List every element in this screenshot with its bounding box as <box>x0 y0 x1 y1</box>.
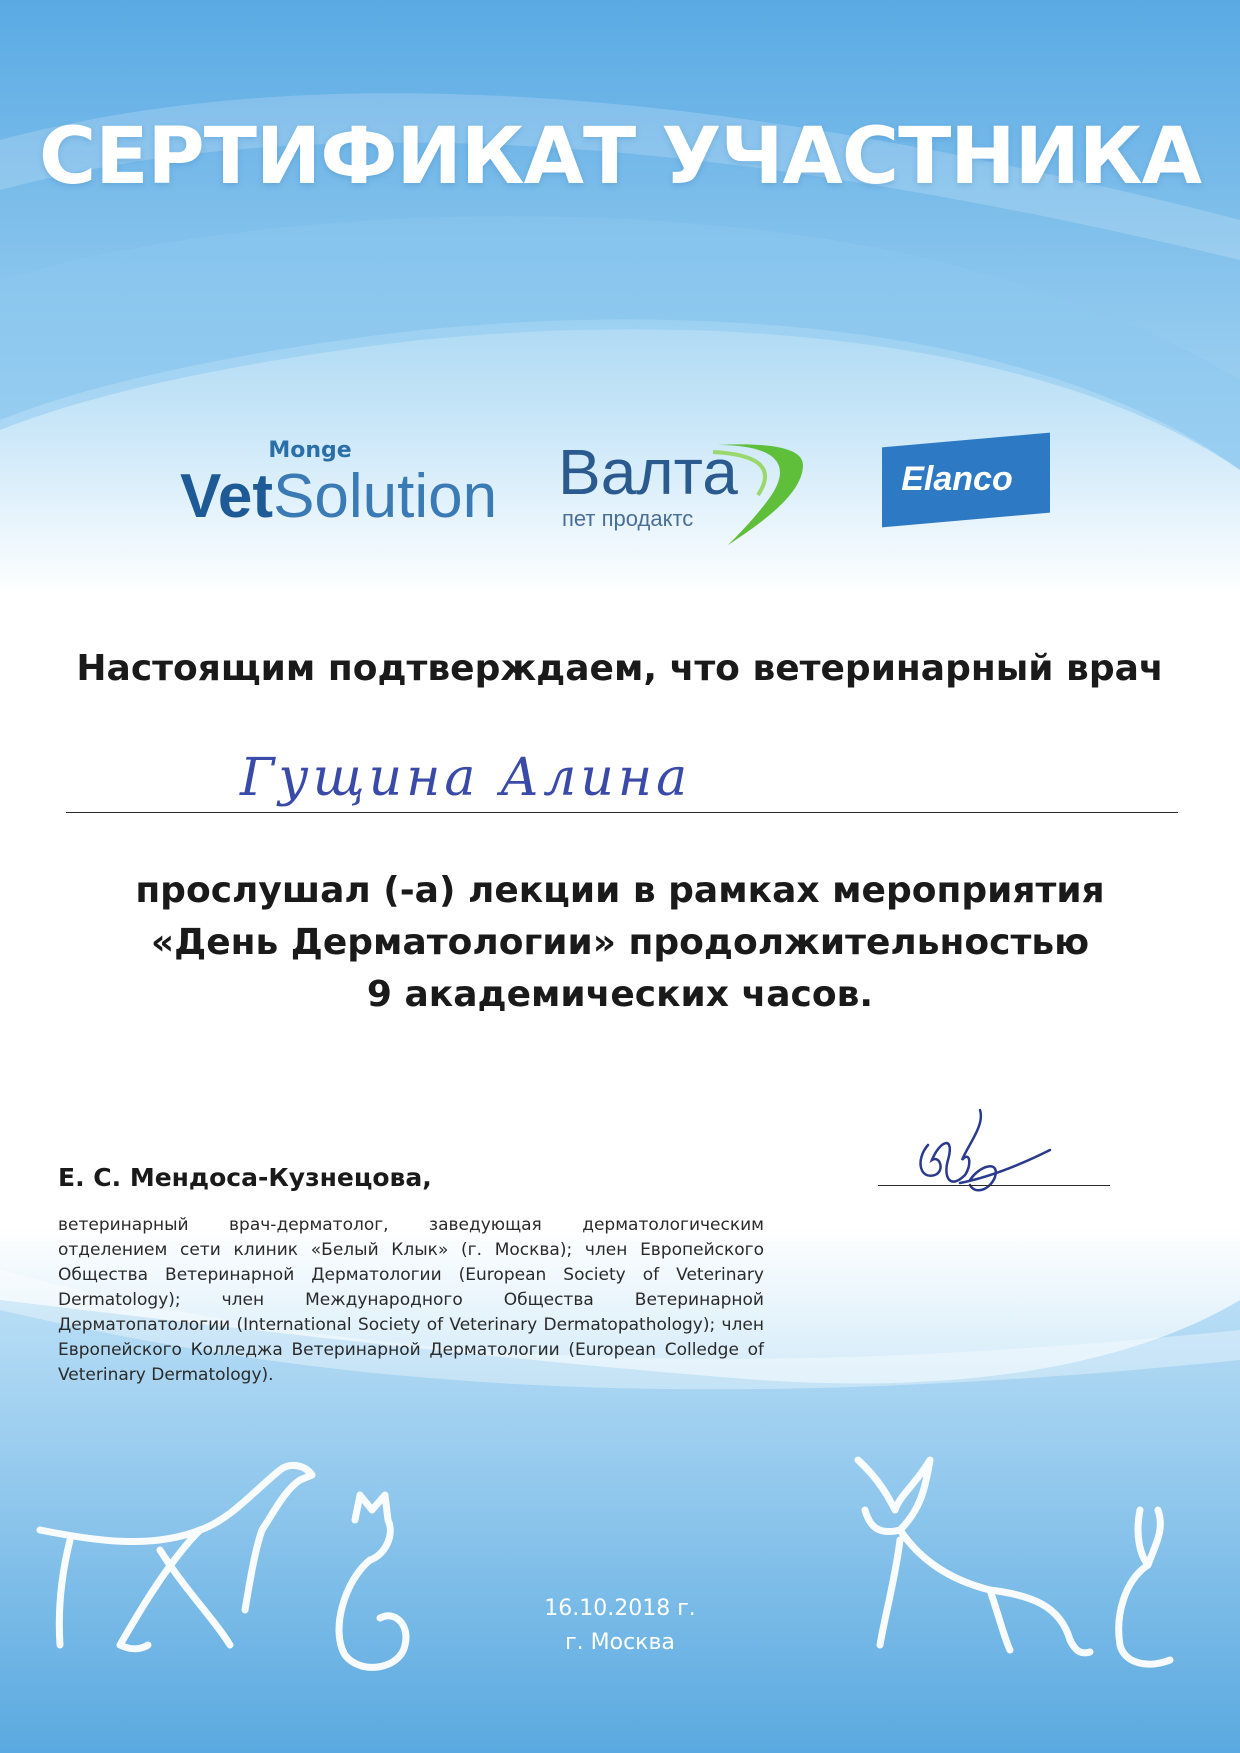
valta-subtitle: пет продактс <box>562 506 694 531</box>
lecture-line: 9 академических часов. <box>366 974 874 1015</box>
signature-line <box>878 1185 1110 1186</box>
elanco-wordmark: Elanco <box>901 460 1013 498</box>
signer-bio: ветеринарный врач-дерматолог, заведующая дерматологическим отделением сети клиник «Белый Клык» (г. Москва); член Европейского Общества Ветеринарной Дерматологии (European Society of Veterinary Dermatology); член Международного Общества Ветеринарной Дерматопатологии (International Society of Veterinary Dermatopathology); член Европейского Колледжа Ветеринарной Дерматологии (European Colledge of Veterinary Dermatology). <box>58 1215 764 1385</box>
cat-icon <box>339 1495 406 1667</box>
elanco-logo <box>882 440 1050 520</box>
participant-name-handwritten: Гущина Алина <box>240 748 692 808</box>
lecture-line: «День Дерматологии» продолжительностью <box>150 922 1090 963</box>
event-date: 16.10.2018 г. <box>544 1596 696 1621</box>
valta-name: Валта <box>558 436 738 508</box>
greyhound-icon <box>40 1465 312 1648</box>
rabbit-icon <box>1119 1510 1170 1664</box>
valta-swoosh-icon <box>708 440 808 550</box>
vetsolution-wordmark <box>180 462 498 531</box>
vetsolution-logo <box>180 438 498 531</box>
vetsolution-bold: Vet <box>180 462 274 531</box>
confirmation-text: Настоящим подтверждаем, что ветеринарный врач <box>76 648 1164 689</box>
chihuahua-icon <box>858 1460 1090 1653</box>
participant-name-line <box>66 812 1178 813</box>
event-city: г. Москва <box>565 1630 675 1655</box>
lecture-statement <box>0 865 1240 1021</box>
certificate-title: СЕРТИФИКАТ УЧАСТНИКА <box>39 112 1201 202</box>
vetsolution-light: Solution <box>273 462 498 531</box>
signer-name: Е. С. Мендоса-Кузнецова, <box>58 1163 432 1192</box>
lecture-line: прослушал (-а) лекции в рамках мероприятия <box>135 870 1105 911</box>
monge-brand: Monge <box>268 438 352 463</box>
valta-logo <box>558 436 808 550</box>
event-date-location <box>520 1592 720 1660</box>
signature-icon <box>910 1105 1060 1205</box>
